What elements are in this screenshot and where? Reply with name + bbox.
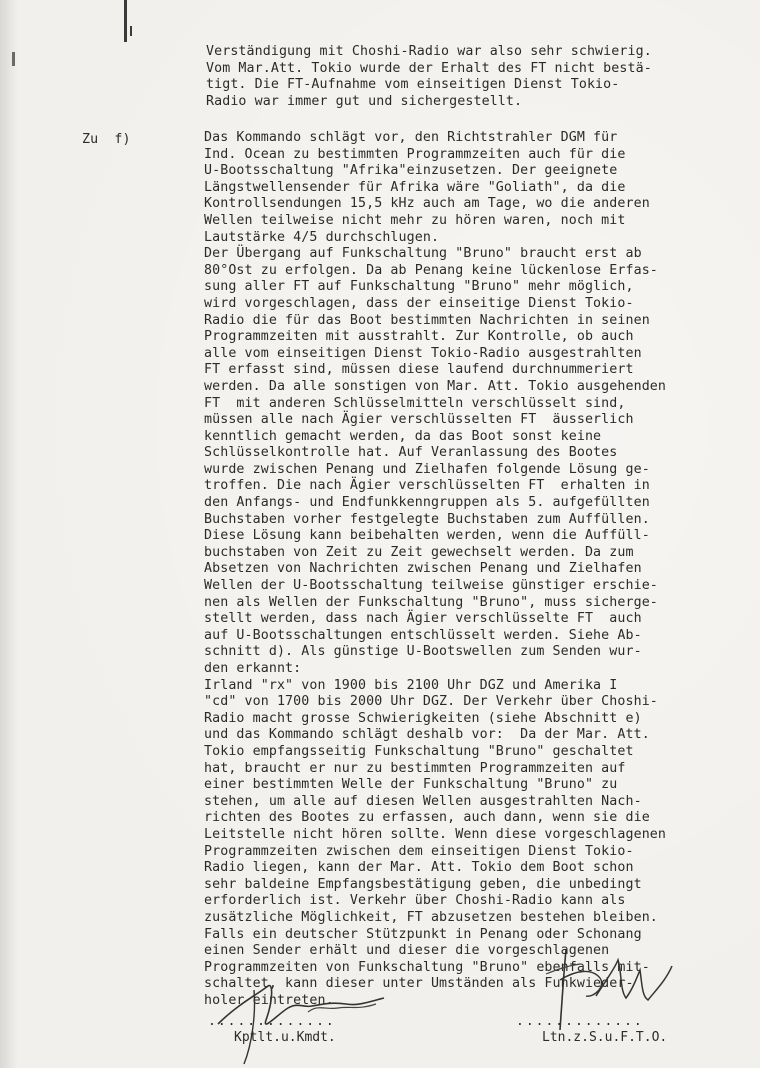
ink-mark bbox=[124, 0, 127, 42]
ink-mark bbox=[130, 26, 132, 36]
signatory-role-left: Kptlt.u.Kmdt. bbox=[234, 1030, 336, 1045]
section-label: Zu f) bbox=[82, 132, 131, 147]
signature-line-left: ............. bbox=[208, 1014, 336, 1029]
intro-paragraph: Verständigung mit Choshi-Radio war also sehr schwierig. Vom Mar.Att. Tokio wurde der Erhalt des FT nicht bestä- tigt. Die FT-Aufnahme vom einseitigen Dienst Tokio- Radio war immer gut und sichergestellt. bbox=[206, 44, 652, 109]
page-edge-shadow bbox=[0, 0, 18, 1068]
signatory-role-right: Ltn.z.S.u.F.T.O. bbox=[542, 1030, 668, 1045]
signature-line-right: ............. bbox=[516, 1014, 644, 1029]
section-f-paragraph: Das Kommando schlägt vor, den Richtstrahler DGM für Ind. Ocean zu bestimmten Programmzeiten auch für die U-Bootsschaltung "Afrika"einzusetzen. Der geeignete Längstwellensender für Afrika wäre "Goliath", da die Kontrollsendungen 15,5 kHz auch am Tage, wo die anderen Wellen teilweise nicht mehr zu hören waren, noch mit Lautstärke 4/5 durchschlugen. Der Übergang auf Funkschaltung "Bruno" braucht erst ab 80°Ost zu erfolgen. Da ab Penang keine lückenlose Erfas- sung aller FT auf Funkschaltung "Bruno" mehr möglich, wird vorgeschlagen, dass der einseitige Dienst Tokio- Radio die für das Boot bestimmten Nachrichten in seinen Programmzeiten mit ausstrahlt. Zur Kontrolle, ob auch alle vom einseitigen Dienst Tokio-Radio ausgestrahlten FT erfasst sind, müssen diese laufend durchnummeriert werden. Da alle sonstigen von Mar. Att. Tokio ausgehenden FT mit anderen Schlüsselmitteln verschlüsselt sind, müssen alle nach Ägier verschlüsselten FT äusserlich kenntlich gemacht werden, da das Boot sonst keine Schlüsselkontrolle hat. Auf Veranlassung des Bootes wurde zwischen Penang und Zielhafen folgende Lösung ge- troffen. Die nach Ägier verschlüsselten FT erhalten in den Anfangs- und Endfunkkenngruppen als 5. aufgefüllten Buchstaben vorher festgelegte Buchstaben zum Auffüllen. Diese Lösung kann beibehalten werden, wenn die Auffüll- buchstaben von Zeit zu Zeit gewechselt werden. Da zum Absetzen von Nachrichten zwischen Penang und Zielhafen Wellen der U-Bootsschaltung teilweise günstiger erschie- nen als Wellen der Funkschaltung "Bruno", muss sicherge- stellt werden, dass nach Ägier verschlüsselte FT auch auf U-Bootsschaltungen entschlüsselt werden. Siehe Ab- schnitt d). Als günstige U-Bootswellen zum Senden wur- den erkannt: Irland "rx" von 1900 bis 2100 Uhr DGZ und Amerika I "cd" von 1700 bis 2000 Uhr DGZ. Der Verkehr über Choshi- Radio macht grosse Schwierigkeiten (siehe Abschnitt e) und das Kommando schlägt deshalb vor: Da der Mar. Att. Tokio empfangsseitig Funkschaltung "Bruno" geschaltet hat, braucht er nur zu bestimmten Programmzeiten auf einer bestimmten Welle der Funkschaltung "Bruno" zu stehen, um alle auf diesen Wellen ausgestrahlten Nach- richten des Bootes zu erfassen, auch dann, wenn sie die Leitstelle nicht hören sollte. Wenn diese vorgeschlagenen Programmzeiten zwischen dem einseitigen Dienst Tokio- Radio liegen, kann der Mar. Att. Tokio dem Boot schon sehr baldeine Empfangsbestätigung geben, die unbedingt erforderlich ist. Verkehr über Choshi-Radio kann als zusätzliche Möglichkeit, FT abzusetzen bestehen bleiben. Falls ein deutscher Stützpunkt in Penang oder Schonang einen Sender erhält und dieser die vorgeschlagenen Programmzeiten von Funkschaltung "Bruno" ebenfalls mit- schaltet, kann dieser unter Umständen als Funkwieder- holer eintreten. bbox=[204, 130, 667, 1008]
ink-mark bbox=[12, 52, 15, 66]
